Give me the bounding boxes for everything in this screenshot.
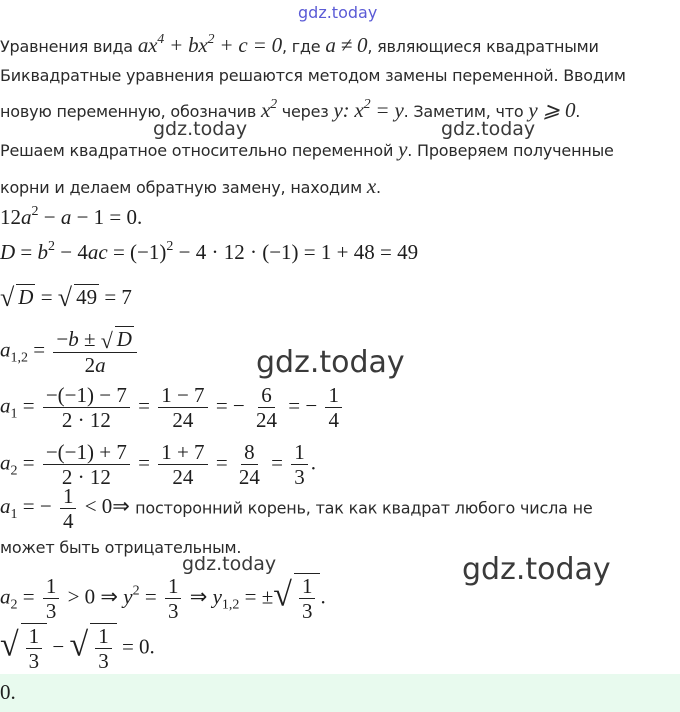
text-line-5: корни и делаем обратную замену, находим x. bbox=[0, 174, 381, 198]
equation-root-a1: $a_1$ = $\frac{-(-1) - 7}{2 \cdot 12}$ = $\frac{1 - 7}{24}$ = − $\frac{6}{24}$ = − $\frac{1}{4}$ bbox=[0, 383, 345, 432]
watermark: gdz.today bbox=[462, 552, 611, 587]
equation-a2-positive: $a_2$ = $\frac{1}{3}$ > 0 ⇒ $y^2$ = $\frac{1}{3}$ ⇒ $y_{1,2}$ = ±√ $\frac{1}{3}$ . bbox=[0, 574, 326, 623]
math-x-squared: $x^2$ bbox=[260, 97, 277, 122]
text-line-2: Биквадратные уравнения решаются методом замены переменной. Вводим bbox=[0, 66, 626, 85]
equation-sqrt-difference: √ $\frac{1}{3}$ − √ $\frac{1}{3}$ = 0. bbox=[0, 624, 155, 673]
answer-box bbox=[0, 674, 680, 712]
text-line-11: может быть отрицательным. bbox=[0, 538, 242, 557]
text-line-1 bbox=[0, 33, 599, 58]
text-fragment: посторонний корень, так как квадрат любого числа не bbox=[135, 498, 593, 518]
text-fragment: новую переменную, обозначив bbox=[0, 102, 261, 121]
watermark: gdz.today bbox=[153, 118, 248, 140]
answer-value: 0. bbox=[0, 680, 16, 704]
text-line-4 bbox=[0, 137, 614, 162]
equation-quadratic: $12a^2 - a - 1 = 0$. bbox=[0, 204, 143, 229]
math-x: x bbox=[366, 174, 376, 198]
math-y-geq-0: y ⩾ 0 bbox=[528, 98, 576, 122]
text-line-extraneous: $a_1$ = − $\frac{1}{4}$ < 0⇒ посторонний корень, так как квадрат любого числа не bbox=[0, 484, 593, 533]
watermark-top: gdz.today bbox=[298, 3, 378, 22]
equation-roots-formula: $a_{1,2}$ = $\frac{-b \pm √ D}{2a}$ bbox=[0, 326, 140, 377]
math-substitution: y: $x^2 = y$ bbox=[333, 97, 404, 122]
equation-root-a2: $a_2$ = $\frac{-(-1) + 7}{2 \cdot 12}$ = $\frac{1 + 7}{24}$ = $\frac{8}{24}$ = $\frac{1}{3}$ . bbox=[0, 440, 316, 489]
equation-sqrt-d: √ D = √ 49 = 7 bbox=[0, 283, 132, 312]
math-a-neq-0: a ≠ 0 bbox=[325, 33, 368, 57]
watermark: gdz.today bbox=[256, 345, 405, 380]
text-line-3: новую переменную, обозначив $x^2$ через y: $x^2 = y$. Заметим, что y ⩾ 0. bbox=[0, 97, 581, 122]
text-fragment: . Заметим, что bbox=[403, 102, 529, 121]
math-equation-form: $ax^4 + bx^2 + c = 0$ bbox=[137, 32, 282, 57]
equation-discriminant: $D = b^2 - 4ac = (-1)^2 - 4 \cdot 12 \cdot (-1) = 1 + 48 = 49$ bbox=[0, 239, 419, 264]
math-y: y bbox=[398, 137, 408, 161]
text-fragment: корни и делаем обратную замену, находим bbox=[0, 178, 367, 197]
text-fragment: , где bbox=[281, 37, 326, 56]
watermark: gdz.today bbox=[441, 118, 536, 140]
text-fragment: . Проверяем полученные bbox=[407, 141, 614, 160]
watermark: gdz.today bbox=[182, 553, 277, 575]
text-fragment: через bbox=[276, 102, 334, 121]
text-fragment: Решаем квадратное относительно переменной bbox=[0, 141, 399, 160]
text-fragment: , являющиеся квадратными bbox=[367, 37, 599, 56]
text-fragment: Уравнения вида bbox=[0, 37, 138, 56]
